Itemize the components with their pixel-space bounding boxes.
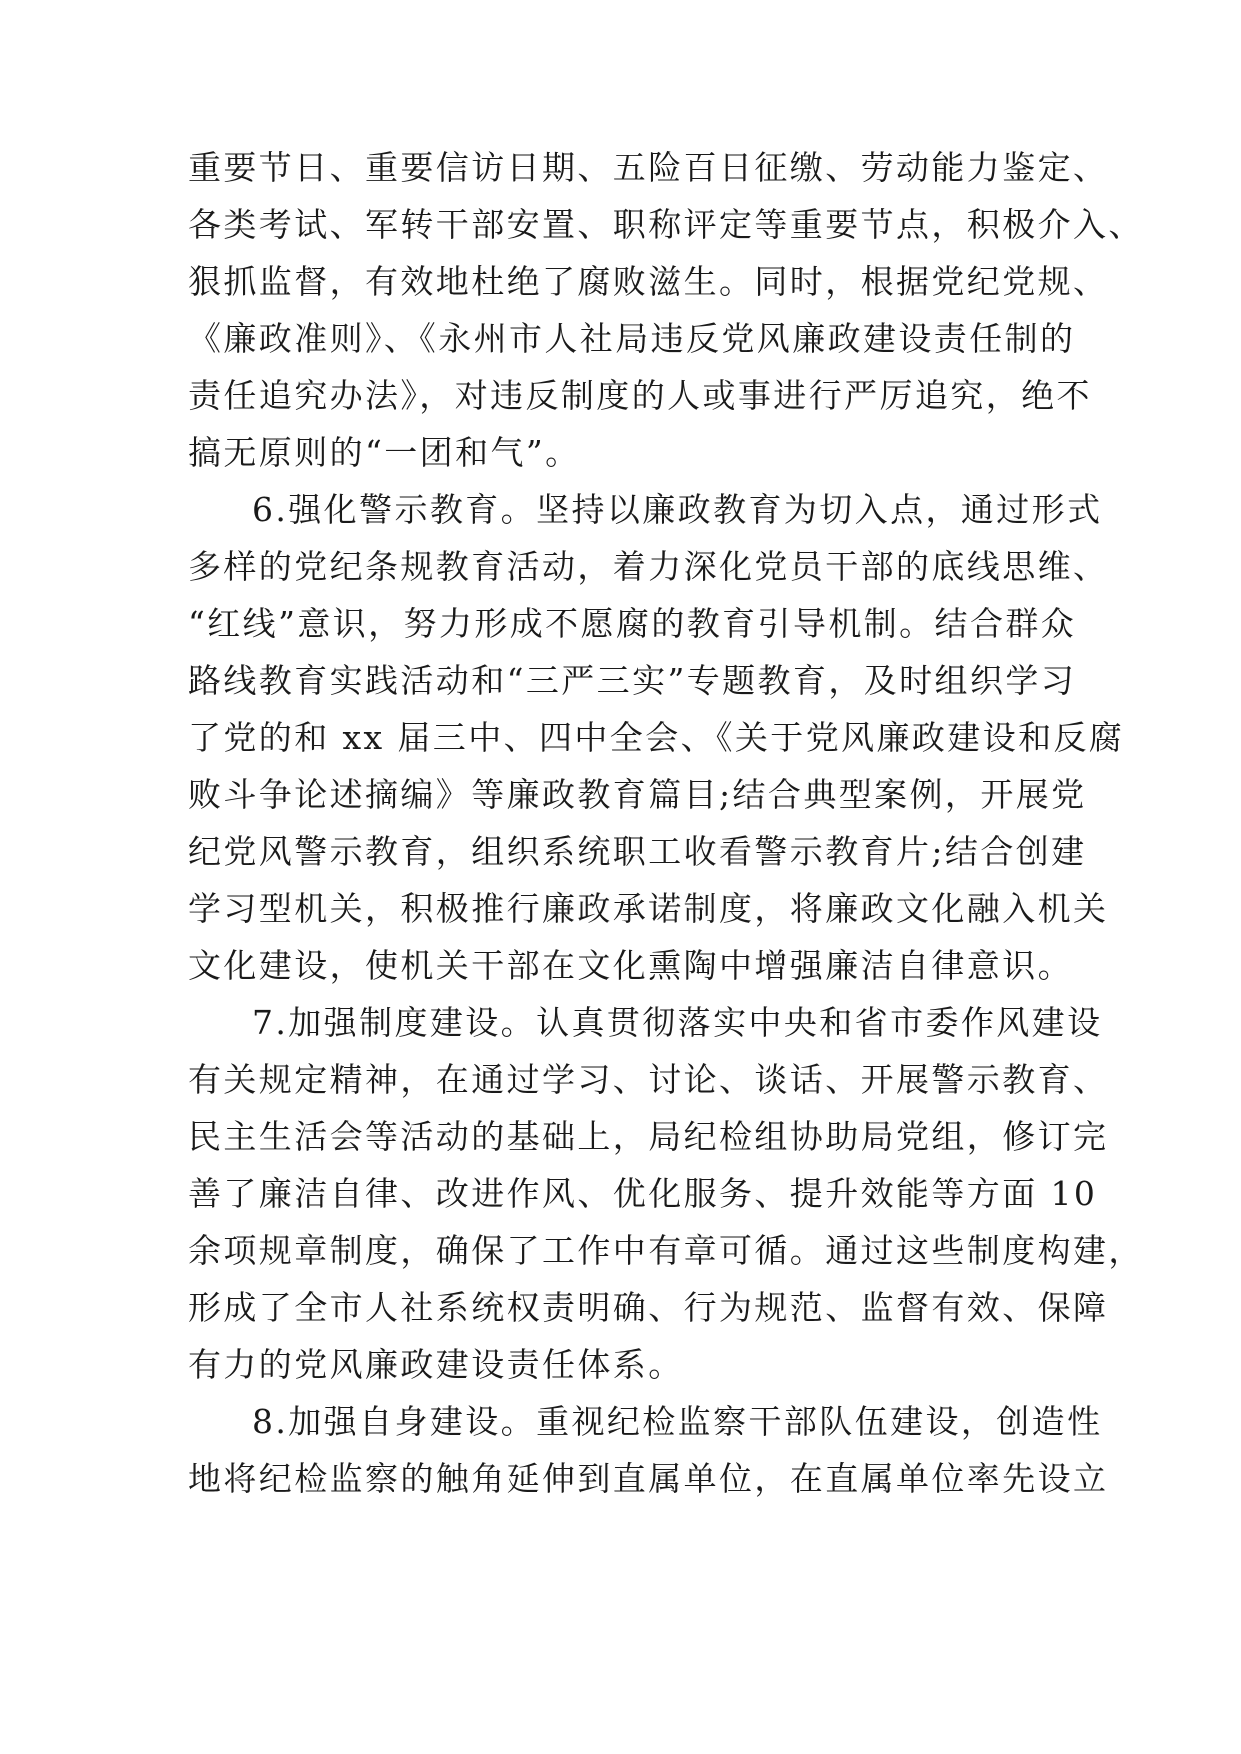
- text-line: 形成了全市人社系统权责明确、行为规范、监督有效、保障: [188, 1288, 1109, 1327]
- text-line: 路线教育实践活动和“三严三实”专题教育，及时组织学习: [188, 661, 1077, 700]
- text-line: 善了廉洁自律、改进作风、优化服务、提升效能等方面 10: [188, 1174, 1098, 1213]
- text-line: 了党的和 xx 届三中、四中全会、《关于党风廉政建设和反腐: [188, 718, 1125, 757]
- text-line: 学习型机关，积极推行廉政承诺制度，将廉政文化融入机关: [188, 889, 1109, 928]
- text-line: “红线”意识，努力形成不愿腐的教育引导机制。结合群众: [188, 604, 1077, 643]
- paragraph-heading-8: 8.加强自身建设。重视纪检监察干部队伍建设，创造性: [252, 1402, 1103, 1441]
- text-line: 纪党风警示教育，组织系统职工收看警示教育片;结合创建: [188, 832, 1087, 871]
- text-line: 责任追究办法》，对违反制度的人或事进行严厉追究，绝不: [188, 376, 1092, 415]
- text-line: 狠抓监督，有效地杜绝了腐败滋生。同时，根据党纪党规、: [188, 262, 1109, 301]
- text-line: 重要节日、重要信访日期、五险百日征缴、劳动能力鉴定、: [188, 148, 1109, 187]
- text-line: 地将纪检监察的触角延伸到直属单位，在直属单位率先设立: [188, 1459, 1109, 1498]
- paragraph-heading-6: 6.强化警示教育。坚持以廉政教育为切入点，通过形式: [252, 490, 1103, 529]
- text-line: 多样的党纪条规教育活动，着力深化党员干部的底线思维、: [188, 547, 1109, 586]
- text-line: 有关规定精神，在通过学习、讨论、谈话、开展警示教育、: [188, 1060, 1109, 1099]
- text-line: 余项规章制度，确保了工作中有章可循。通过这些制度构建，: [188, 1231, 1144, 1270]
- text-line: 有力的党风廉政建设责任体系。: [188, 1345, 684, 1384]
- text-line: 败斗争论述摘编》等廉政教育篇目;结合典型案例，开展党: [188, 775, 1087, 814]
- text-line: 《廉政准则》、《永州市人社局违反党风廉政建设责任制的: [188, 319, 1076, 358]
- text-line: 民主生活会等活动的基础上，局纪检组协助局党组，修订完: [188, 1117, 1109, 1156]
- text-line: 文化建设，使机关干部在文化熏陶中增强廉洁自律意识。: [188, 946, 1073, 985]
- paragraph-heading-7: 7.加强制度建设。认真贯彻落实中央和省市委作风建设: [252, 1003, 1103, 1042]
- text-line: 各类考试、军转干部安置、职称评定等重要节点，积极介入、: [188, 205, 1144, 244]
- text-line: 搞无原则的“一团和气”。: [188, 433, 581, 472]
